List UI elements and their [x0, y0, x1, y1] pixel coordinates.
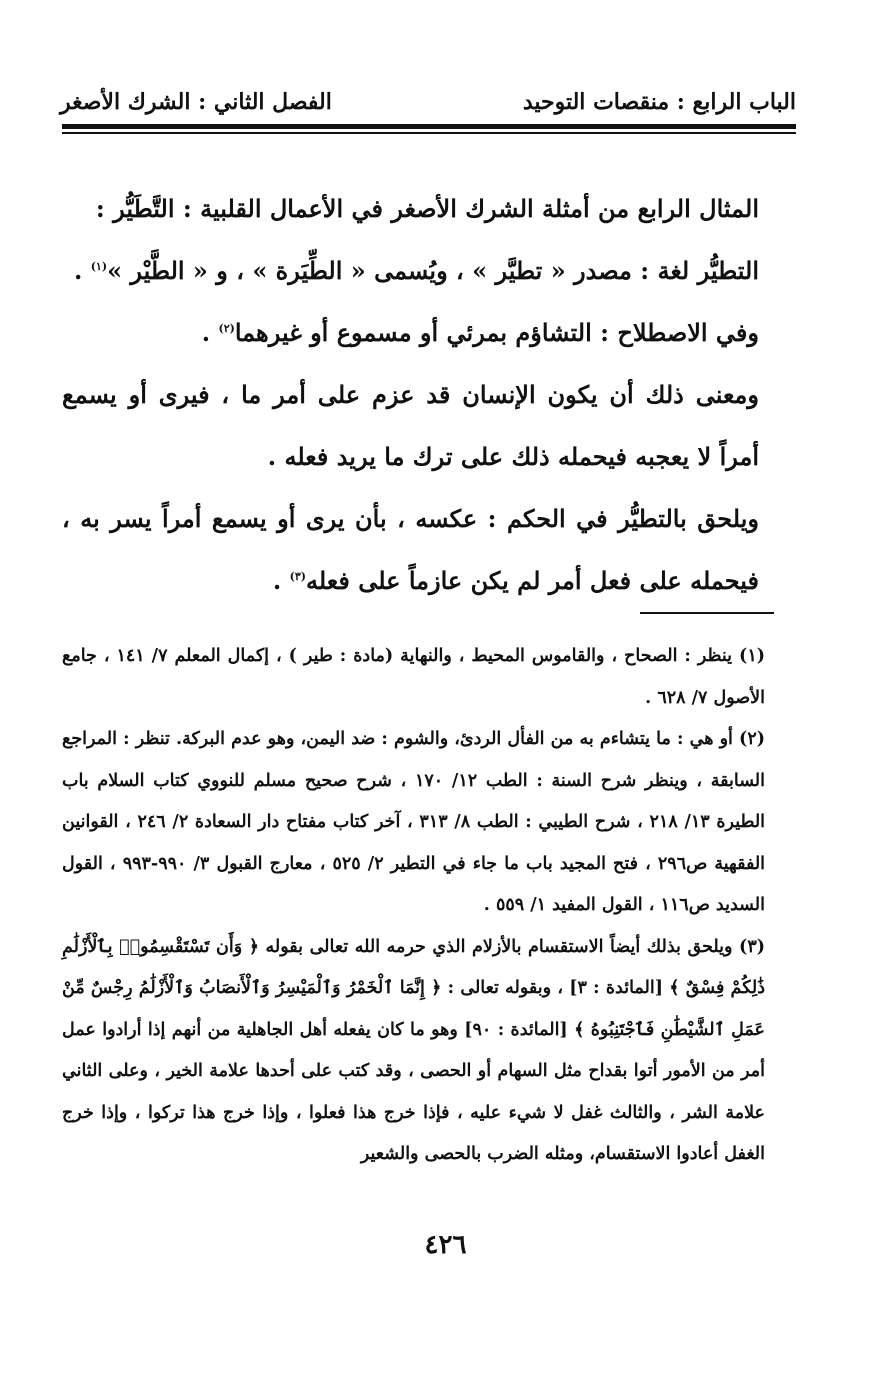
- footnote-2: (٢) أو هي : ما يتشاءم به من الفأل الردئ، والشوم : ضد اليمن، وهو عدم البركة. تنظر : المراجع السابقة ، وينظر شرح السنة : الطب ١٢/ ١٧٠ ، شرح صحيح مسلم للنووي كتاب السلام باب الطيرة ١٣/ ٢١٨ ، شرح الطيبي : الطب ٨/ ٣١٣ ، آخر كتاب مفتاح دار السعادة ٢/ ٢٤٦ ، القوانين الفقهية ص٢٩٦ ، فتح المجيد باب ما جاء في التطير ٢/ ٥٢٥ ، معارج القبول ٣/ ٩٩٠-٩٩٣ ، القول السديد ص١١٦ ، القول المفيد ١/ ٥٥٩ .: [62, 729, 766, 915]
- footnote-separator: [640, 612, 774, 614]
- punctuation: .: [73, 256, 91, 285]
- footnote-ref: (١): [90, 260, 108, 273]
- footnote-3: (٣) ويلحق بذلك أيضاً الاستقسام بالأزلام الذي حرمه الله تعالى بقوله ﴿ وَأَن تَسْتَقْسِمُوا۟ بِٱلْأَزْلَٰمِ ذَٰلِكُمْ فِسْقٌ ﴾ [المائدة : ٣] ، وبقوله تعالى : ﴿ إِنَّمَا ٱلْخَمْرُ وَٱلْمَيْسِرُ وَٱلْأَنصَابُ وَٱلْأَزْلَٰمُ رِجْسٌ مِّنْ عَمَلِ ٱلشَّيْطَٰنِ فَٱجْتَنِبُوهُ ﴾ [المائدة : ٩٠] وهو ما كان يفعله أهل الجاهلية من أنهم إذا أرادوا عمل أمر من الأمور أتوا بقداح مثل السهام أو الحصى ، وقد كتب على أحدها علامة الخير ، وعلى الثاني علامة الشر ، والثالث غفل لا شيء عليه ، فإذا خرج هذا فعلوا ، وإذا خرج هذا تركوا ، وإذا خرج الغفل أعادوا الاستقسام، ومثله الضرب بالحصى والشعير: [62, 936, 765, 1164]
- section-heading: المثال الرابع من أمثلة الشرك الأصغر في الأعمال القلبية : التَّطَيُّر :: [95, 194, 759, 223]
- header-chapter: الباب الرابع : منقصات التوحيد: [522, 89, 796, 115]
- main-text: [62, 178, 795, 612]
- paragraph-text: وفي الاصطلاح : التشاؤم بمرئي أو مسموع أو غيرهما: [234, 318, 759, 347]
- paragraph-definition-term: [62, 302, 795, 364]
- footnotes: [62, 636, 799, 1176]
- header-rule-thin: [62, 132, 796, 134]
- header-section: الفصل الثاني : الشرك الأصغر: [60, 89, 332, 115]
- running-header: [60, 82, 796, 122]
- paragraph-text: ويلحق بالتطيُّر في الحكم : عكسه ، بأن يرى أو يسمع أمراً يسر به ، فيحمله على فعل أمر لم يكن عازماً على فعله: [62, 504, 759, 595]
- paragraph-text: التطيُّر لغة : مصدر « تطيَّر » ، ويُسمى « الطِّيَرة » ، و « الطَّيْر »: [107, 256, 759, 285]
- footnote-1: (١) ينظر : الصحاح ، والقاموس المحيط ، والنهاية (مادة : طير ) ، إكمال المعلم ٧/ ١٤١ ، جامع الأصول ٧/ ٦٢٨ .: [62, 646, 766, 708]
- paragraph-meaning: ومعنى ذلك أن يكون الإنسان قد عزم على أمر ما ، فيرى أو يسمع أمراً لا يعجبه فيحمله ذلك على ترك ما يريد فعله .: [62, 380, 759, 471]
- footnote-ref: (٢): [218, 322, 235, 335]
- paragraph-definition-language: [62, 240, 795, 302]
- paragraph-related: [62, 488, 795, 612]
- footnote-ref: (٣): [289, 570, 306, 583]
- punctuation: .: [201, 318, 219, 347]
- punctuation: .: [272, 566, 290, 595]
- page-number: ٤٢٦: [424, 1230, 467, 1260]
- header-rule-thick: [62, 124, 796, 129]
